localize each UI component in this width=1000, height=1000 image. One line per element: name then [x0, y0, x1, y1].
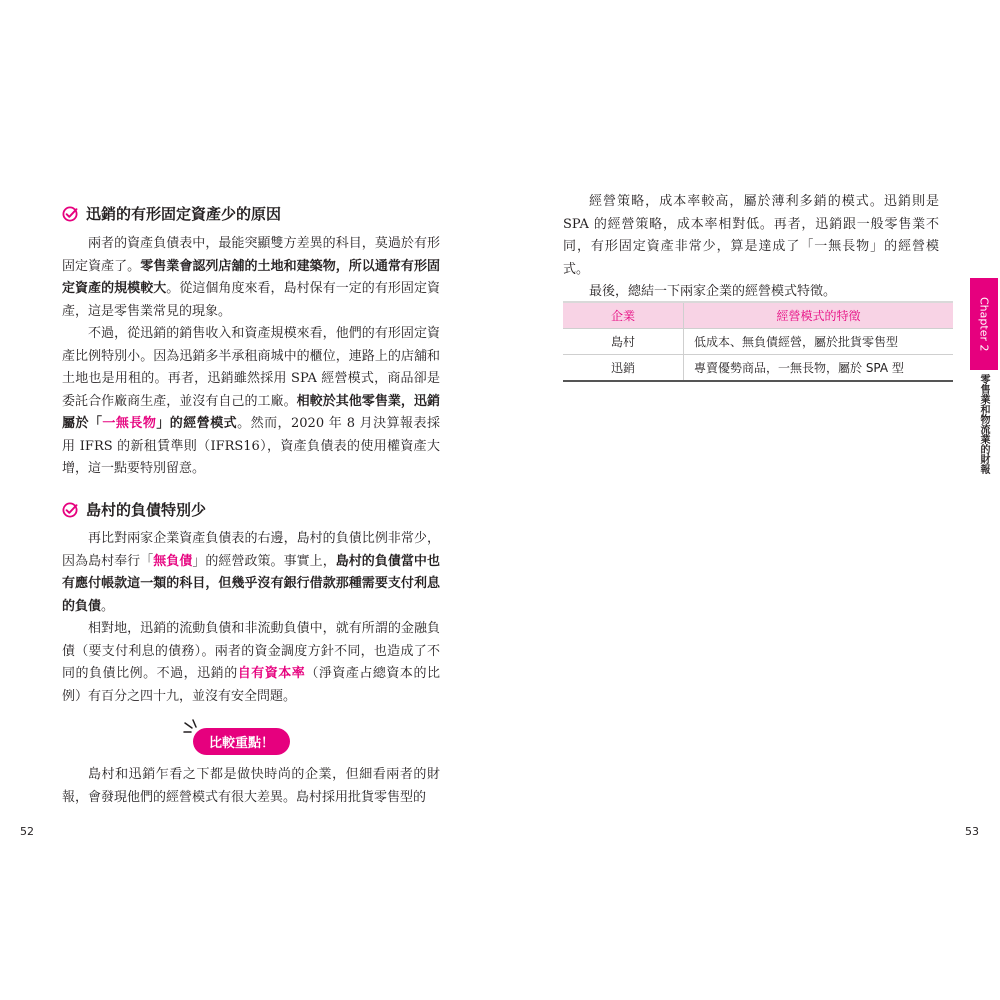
bold-text: 相較於其他零售業，迅銷屬於「	[62, 393, 440, 431]
check-circle-icon	[62, 206, 78, 222]
table-header-row	[563, 302, 953, 329]
page-number-right: 53	[965, 825, 979, 838]
section-2-body	[62, 528, 440, 708]
table-header-feature: 經營模式的特徵	[684, 302, 954, 329]
paragraph	[62, 528, 440, 618]
bold-text: 島村的負債當中也有應付帳款這一類的科目，但幾乎沒有銀行借款那種需要支付利息的負債	[62, 553, 440, 614]
paragraph	[62, 618, 440, 708]
paragraph	[62, 764, 440, 809]
table-cell-feature: 專賣優勢商品，一無長物，屬於 SPA 型	[684, 355, 954, 382]
section-heading-1	[62, 203, 281, 224]
chapter-tab-label: Chapter 2	[977, 296, 991, 352]
table-cell-company: 迅銷	[563, 355, 684, 382]
chapter-title: 零售業和物流業的財報	[978, 374, 989, 474]
body-text: 。	[101, 598, 115, 614]
paragraph	[62, 323, 440, 481]
body-text: 兩者的資產負債表中，最能突顯雙方差異的科目，莫過於有形固定資產了。	[62, 236, 440, 274]
closing-body	[62, 764, 440, 809]
table-row	[563, 355, 953, 382]
table-header-company: 企業	[563, 302, 684, 329]
body-text: 相對地，迅銷的流動負債和非流動負債中，就有所謂的金融負債（要支付利息的債務）。兩者的資金調度方針不同，也造成了不同的負債比例。不過，迅銷的	[62, 621, 440, 681]
right-body	[563, 191, 939, 304]
body-text: 島村和迅銷乍看之下都是做快時尚的企業，但細看兩者的財報，會發現他們的經營模式有很大差異。島村採用批貨零售型的	[62, 767, 440, 805]
section-heading-2	[62, 499, 206, 520]
table-row	[563, 329, 953, 355]
highlight-term: 無負債	[153, 553, 193, 569]
section-heading-1-text: 迅銷的有形固定資產少的原因	[86, 205, 282, 223]
body-text: （淨資產占總資本的比例）有百分之四十九，並沒有安全問題。	[62, 666, 440, 704]
table-cell-company: 島村	[563, 329, 684, 355]
highlight-term: 自有資本率	[237, 666, 306, 681]
body-text: 。然而，2020 年 8 月決算報表採用 IFRS 的新租賃準則（IFRS16），資產負債表的使用權資產大增，這一點要特別留意。	[62, 416, 440, 476]
body-text: 」的經營政策。事實上，	[192, 553, 336, 569]
paragraph	[563, 191, 939, 281]
business-model-table	[563, 301, 953, 382]
bold-text: 」的經營模式	[156, 416, 238, 431]
body-text: 不過，從迅銷的銷售收入和資產規模來看，他們的有形固定資產比例特別小。因為迅銷多半承租商城中的櫃位，連路上的店舖和土地也是用租的。再者，迅銷雖然採用 SPA 經營模式，商品卻是委託合作廠商生產，並沒有自己的工廠。	[62, 326, 440, 409]
body-text: 經營策略，成本率較高，屬於薄利多銷的模式。迅銷則是 SPA 的經營策略，成本率相對低。再者，迅銷跟一般零售業不同，有形固定資產非常少，算是達成了「一無長物」的經營模式。	[563, 194, 939, 277]
paragraph	[62, 233, 440, 323]
chapter-tab	[970, 278, 998, 370]
body-text: 再比對兩家企業資產負債表的右邊，島村的負債比例非常少，因為島村奉行「	[62, 531, 440, 569]
section-1-body	[62, 233, 440, 481]
section-heading-2-text: 島村的負債特別少	[86, 501, 207, 519]
highlight-term: 一無長物	[102, 416, 157, 431]
check-circle-icon	[62, 502, 78, 518]
page-number-left: 52	[20, 825, 34, 838]
body-text: 。從這個角度來看，島村保有一定的有形固定資產，這是零售業常見的現象。	[62, 281, 440, 319]
comparison-badge-label: 比較重點！	[193, 728, 290, 755]
table-cell-feature: 低成本、無負債經營，屬於批貨零售型	[684, 329, 954, 355]
body-text: 最後，總結一下兩家企業的經營模式特徵。	[589, 284, 837, 299]
bold-text: 零售業會認列店舖的土地和建築物，所以通常有形固定資產的規模較大	[62, 258, 440, 296]
